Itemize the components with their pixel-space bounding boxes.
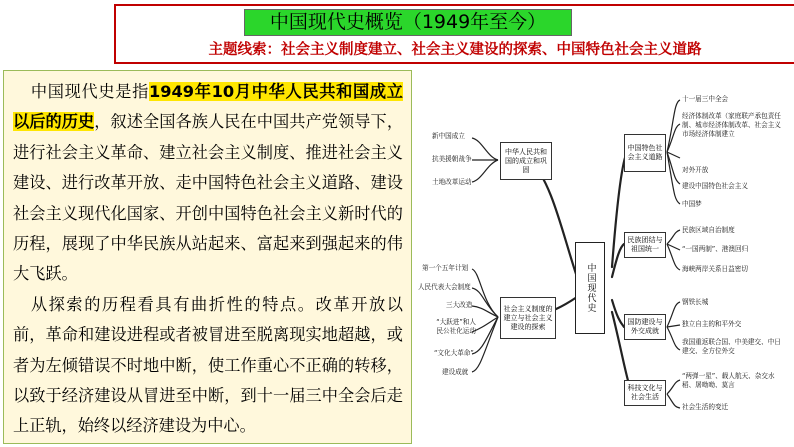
leaf-china-dream: 中国梦 (682, 200, 702, 208)
leaf-korean-war: 抗美援朝战争 (432, 155, 472, 163)
leaf-peaceful-diplomacy: 独立自主的和平外交 (682, 320, 742, 328)
leaf-first-five-year: 第一个五年计划 (422, 264, 469, 272)
leaf-construction-achievements: 建设成就 (442, 368, 469, 376)
branch-defense-diplomacy: 国防建设与外交成就 (624, 314, 666, 340)
leaf-cultural-revolution: “文化大革命” (434, 349, 474, 357)
leaf-steel-great-wall: 钢铁长城 (682, 298, 709, 306)
title-frame (114, 4, 794, 64)
leaf-un-return: 我国重返联合国、中美建交、中日建交、全方位外交 (682, 338, 781, 355)
leaf-opening-up: 对外开放 (682, 166, 709, 174)
leaf-third-plenum: 十一届三中全会 (682, 95, 729, 103)
branch-national-unity: 民族团结与祖国统一 (624, 232, 666, 258)
leaf-new-china: 新中国成立 (432, 132, 465, 140)
branch-science-culture: 科技文化与社会生活 (624, 380, 666, 406)
intro-p1-post: ，叙述全国各族人民在中国共产党领导下，进行社会主义革命、建立社会主义制度、推进社会主义建设、进行改革开放、走中国特色社会主义道路、建设社会主义现代化国家、开创中国特色社会主义新时代的历程，展现了中华民族从站起来、富起来到强起来的伟大飞跃。 (13, 112, 404, 284)
intro-paragraph-2: 从探索的历程看具有曲折性的特点。改革开放以前，革命和建设进程或者被冒进至脱离现实地超越，或者为左倾错误不时地中断，使工作重心不正确的转移，以致于经济建设从冒进至中断，到十一届三中全会后走上正轨，始终以经济建设为中心。 (13, 294, 403, 436)
intro-paragraph-1 (13, 77, 403, 290)
leaf-economic-reform: 经济体制改革（家庭联产承包责任制、城市经济体制改革、社会主义市场经济体制建立 (682, 112, 781, 138)
mindmap (412, 72, 792, 444)
leaf-regional-autonomy: 民族区域自治制度 (682, 226, 735, 234)
leaf-land-reform: 土地改革运动 (432, 178, 472, 186)
leaf-build-socialism: 建设中国特色社会主义 (682, 182, 748, 190)
intro-text-panel (3, 70, 412, 444)
branch-socialist-system: 社会主义制度的建立与社会主义建设的探索 (500, 297, 556, 339)
page-title: 中国现代史概览（1949年至今） (244, 9, 572, 36)
leaf-great-leap: “大跃进”和人民公社化运动 (436, 318, 476, 335)
leaf-three-reforms: 三大改造 (446, 301, 473, 309)
branch-prc-founding: 中华人民共和国的成立和巩固 (500, 142, 552, 180)
mindmap-center: 中国现代史 (575, 242, 605, 334)
page-subtitle: 主题线索：社会主义制度建立、社会主义建设的探索、中国特色社会主义道路 (208, 42, 702, 58)
leaf-one-country-two-systems: “一国两制”、港澳回归 (682, 245, 749, 253)
intro-p1-highlight: 1949年10月中华人民共和国成立以后的历史 (13, 82, 403, 132)
leaf-social-life: 社会生活的变迁 (682, 403, 729, 411)
intro-p1-pre: 中国现代史是指 (30, 82, 149, 101)
leaf-peoples-congress: 人民代表大会制度 (418, 283, 471, 291)
branch-chinese-socialism: 中国特色社会主义道路 (624, 134, 666, 172)
leaf-two-bombs-one-satellite: “两弹一星”、载人航天、杂交水稻、屠呦呦、莫言 (682, 372, 775, 389)
leaf-cross-strait: 海峡两岸关系日益密切 (682, 265, 748, 273)
